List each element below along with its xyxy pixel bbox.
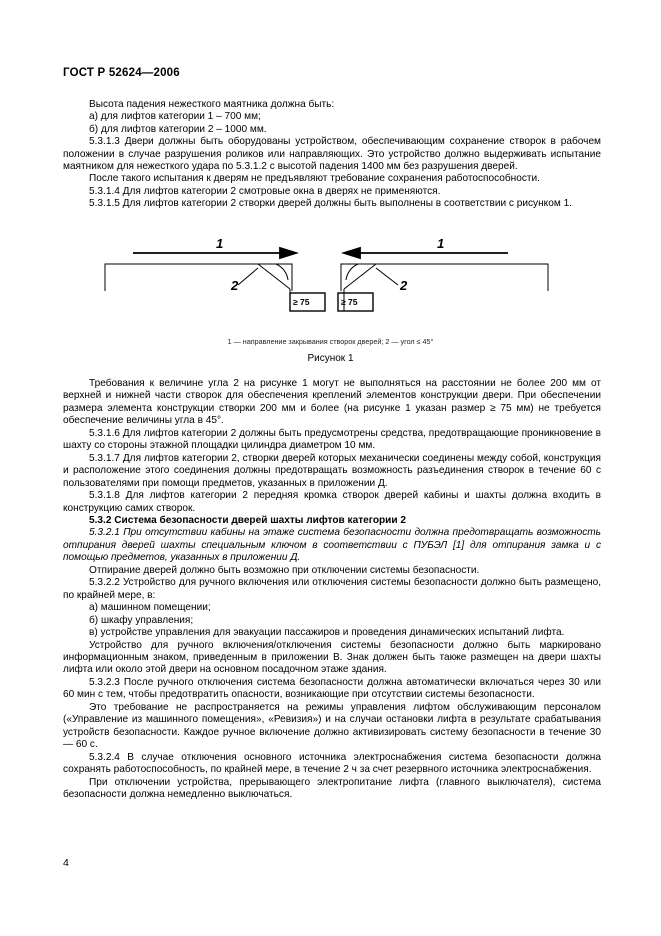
paragraph: 5.3.2.3 После ручного отключения система безопасности должна автоматически включаться через 30 или 60 мин с тем, чтобы предотвратить опасности, возникающие при отсутствии системы безопасности. <box>63 676 601 701</box>
paragraph: 5.3.1.3 Двери должны быть оборудованы устройством, обеспечивающим сохранение створок в рабочем положении в случае разрушения роликов или направляющих. Это устройство должно выдерживать испытание маятником для нежесткого удара по 5.3.1.2 с высотой падения 1400 мм без разрушения дверей. <box>63 136 601 173</box>
paragraph: 5.3.2.2 Устройство для ручного включения или отключения системы безопасности должно быть размещено, по крайней мере, в: <box>63 577 601 601</box>
paragraph: 5.3.2.1 При отсутствии кабины на этаже система безопасности должна предотвращать возможность отпирания дверей шахты специальным ключом в соответствии с ПУБЭЛ [1] для отпирания замка и с помощью предметов, указанных в приложении Д. <box>63 527 601 564</box>
page-number: 4 <box>63 857 69 869</box>
paragraph: б) для лифтов категории 2 – 1000 мм. <box>89 123 267 135</box>
dim-label-right: ≥ 75 <box>341 297 358 307</box>
paragraph: Отпирание дверей должно быть возможно при отключении системы безопасности. <box>89 564 480 576</box>
paragraph: а) машинном помещении; <box>89 602 211 614</box>
paragraph: Это требование не распространяется на режимы управления лифтом обслуживающим персоналом («Управление из машинного помещения», «Ревизия») и на случаи остановки лифта в результате срабатывания устройств безопасности. Каждое ручное включение должно активизировать систему безопасности в течение 30 — 60 с. <box>63 701 601 751</box>
figure-title: Рисунок 1 <box>307 353 354 364</box>
paragraph: 5.3.1.4 Для лифтов категории 2 смотровые окна в дверях не применяются. <box>89 185 441 197</box>
paragraph: в) устройстве управления для эвакуации пассажиров и проведения динамических испытаний лифта. <box>89 627 565 639</box>
figure-legend: 1 — направление закрывания створок дверей; 2 — угол ≤ 45° <box>227 337 434 346</box>
dim-label-left: ≥ 75 <box>293 297 310 307</box>
label-angle-right: 2 <box>400 278 408 293</box>
document-code: ГОСТ Р 52624—2006 <box>63 67 180 79</box>
paragraph: 5.3.1.5 Для лифтов категории 2 створки дверей должны быть выполнены в соответствии с рисунком 1. <box>89 198 572 210</box>
paragraph: 5.3.1.6 Для лифтов категории 2 должны быть предусмотрены средства, предотвращающие проникновение в шахту со стороны этажной площадки цилиндра диаметром 10 мм. <box>63 427 601 452</box>
paragraph: При отключении устройства, прерывающего электропитание лифта (главного выключателя), система безопасности должна немедленно выключаться. <box>63 776 601 800</box>
paragraph: 5.3.1.8 Для лифтов категории 2 передняя кромка створок дверей кабины и шахты должна входить в конструкцию самих створок. <box>63 490 601 514</box>
paragraph: 5.3.2 Система безопасности дверей шахты лифтов категории 2 <box>89 514 406 526</box>
direction-arrow-right <box>344 248 508 258</box>
label-direction-left: 1 <box>216 236 224 251</box>
paragraph: После такого испытания к дверям не предъявляют требование сохранения работоспособности. <box>89 173 540 185</box>
paragraph: 5.3.1.7 Для лифтов категории 2, створки дверей которых механически соединены между собой, конструкция и расположение этого соединения должны предотвращать возможность разъединения створок в течение 60 с пользователями при помощи предметов, указанных в приложении Д. <box>63 452 601 489</box>
body-text-top <box>63 99 601 211</box>
paragraph: б) шкафу управления; <box>89 614 194 626</box>
label-angle-left: 2 <box>231 278 239 293</box>
label-direction-right: 1 <box>437 236 445 251</box>
body-text-bottom <box>63 378 601 801</box>
paragraph: Устройство для ручного включения/отключения системы безопасности должно быть маркировано информационным знаком, приведенным в приложении В. Знак должен быть также размещен на двери шахты лифта или около этой двери на основном посадочном этаже здания. <box>63 639 601 676</box>
direction-arrow-left <box>133 248 296 258</box>
paragraph: 5.3.2.4 В случае отключения основного источника электроснабжения система безопасности должна сохранять работоспособность, по крайней мере, в течение 2 ч за счет резервного источника электроснабжения. <box>63 751 601 776</box>
right-door-leaf <box>338 264 548 311</box>
paragraph: а) для лифтов категории 1 – 700 мм; <box>89 111 261 123</box>
paragraph: Требования к величине угла 2 на рисунке 1 могут не выполняться на расстоянии не более 200 мм от верхней и нижней части створок для обеспечения креплений элементов конструкции двери. При обеспечении размера элемента конструкции створки 200 мм и более (на рисунке 1 указан размер ≥ 75 мм) не требуется обеспечение величины угла в 45°. <box>63 378 601 427</box>
paragraph: Высота падения нежесткого маятника должна быть: <box>89 99 335 110</box>
left-door-leaf <box>105 264 325 311</box>
